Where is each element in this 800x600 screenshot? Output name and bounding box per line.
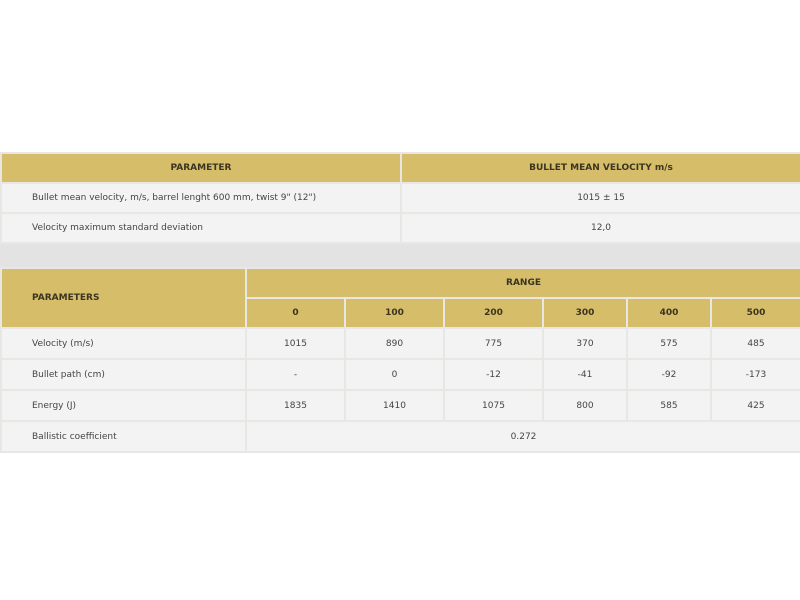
table-row — [1, 183, 800, 213]
table-row — [1, 390, 800, 421]
table-separator — [0, 244, 800, 267]
table-cell: -173 — [711, 359, 800, 390]
bullet-mean-velocity-header: BULLET MEAN VELOCITY m/s — [401, 153, 800, 183]
velocity-table-header — [1, 153, 800, 183]
parameters-header: PARAMETERS — [1, 268, 246, 328]
table-cell: -41 — [543, 359, 627, 390]
table-cell: 0 — [345, 359, 444, 390]
table-row — [1, 213, 800, 243]
table-row — [1, 359, 800, 390]
row-label: Bullet path (cm) — [1, 359, 246, 390]
range-500-header: 500 — [711, 298, 800, 328]
parameter-header: PARAMETER — [1, 153, 401, 183]
table-cell: 1015 — [246, 328, 345, 359]
table-row — [1, 421, 800, 452]
table-cell: 775 — [444, 328, 543, 359]
table-cell: 485 — [711, 328, 800, 359]
table-cell: 575 — [627, 328, 711, 359]
table-cell: -92 — [627, 359, 711, 390]
range-0-header: 0 — [246, 298, 345, 328]
range-table — [0, 267, 800, 453]
table-cell: 1410 — [345, 390, 444, 421]
table-cell: 425 — [711, 390, 800, 421]
ballistic-coefficient-value: 0.272 — [246, 421, 800, 452]
velocity-table — [0, 152, 800, 244]
table-cell: 585 — [627, 390, 711, 421]
table-cell: 1075 — [444, 390, 543, 421]
table-row — [1, 328, 800, 359]
row-label: Velocity maximum standard deviation — [1, 213, 401, 243]
table-cell: 800 — [543, 390, 627, 421]
range-400-header: 400 — [627, 298, 711, 328]
table-cell: 370 — [543, 328, 627, 359]
table-cell: - — [246, 359, 345, 390]
row-label: Bullet mean velocity, m/s, barrel lenght 600 mm, twist 9" (12") — [1, 183, 401, 213]
table-cell: -12 — [444, 359, 543, 390]
row-label: Energy (J) — [1, 390, 246, 421]
row-label: Ballistic coefficient — [1, 421, 246, 452]
table-cell: 890 — [345, 328, 444, 359]
row-label: Velocity (m/s) — [1, 328, 246, 359]
range-100-header: 100 — [345, 298, 444, 328]
table-cell: 1835 — [246, 390, 345, 421]
range-table-header — [1, 268, 800, 298]
spec-tables — [0, 152, 800, 453]
row-value: 1015 ± 15 — [401, 183, 800, 213]
range-header: RANGE — [246, 268, 800, 298]
range-200-header: 200 — [444, 298, 543, 328]
range-300-header: 300 — [543, 298, 627, 328]
row-value: 12,0 — [401, 213, 800, 243]
